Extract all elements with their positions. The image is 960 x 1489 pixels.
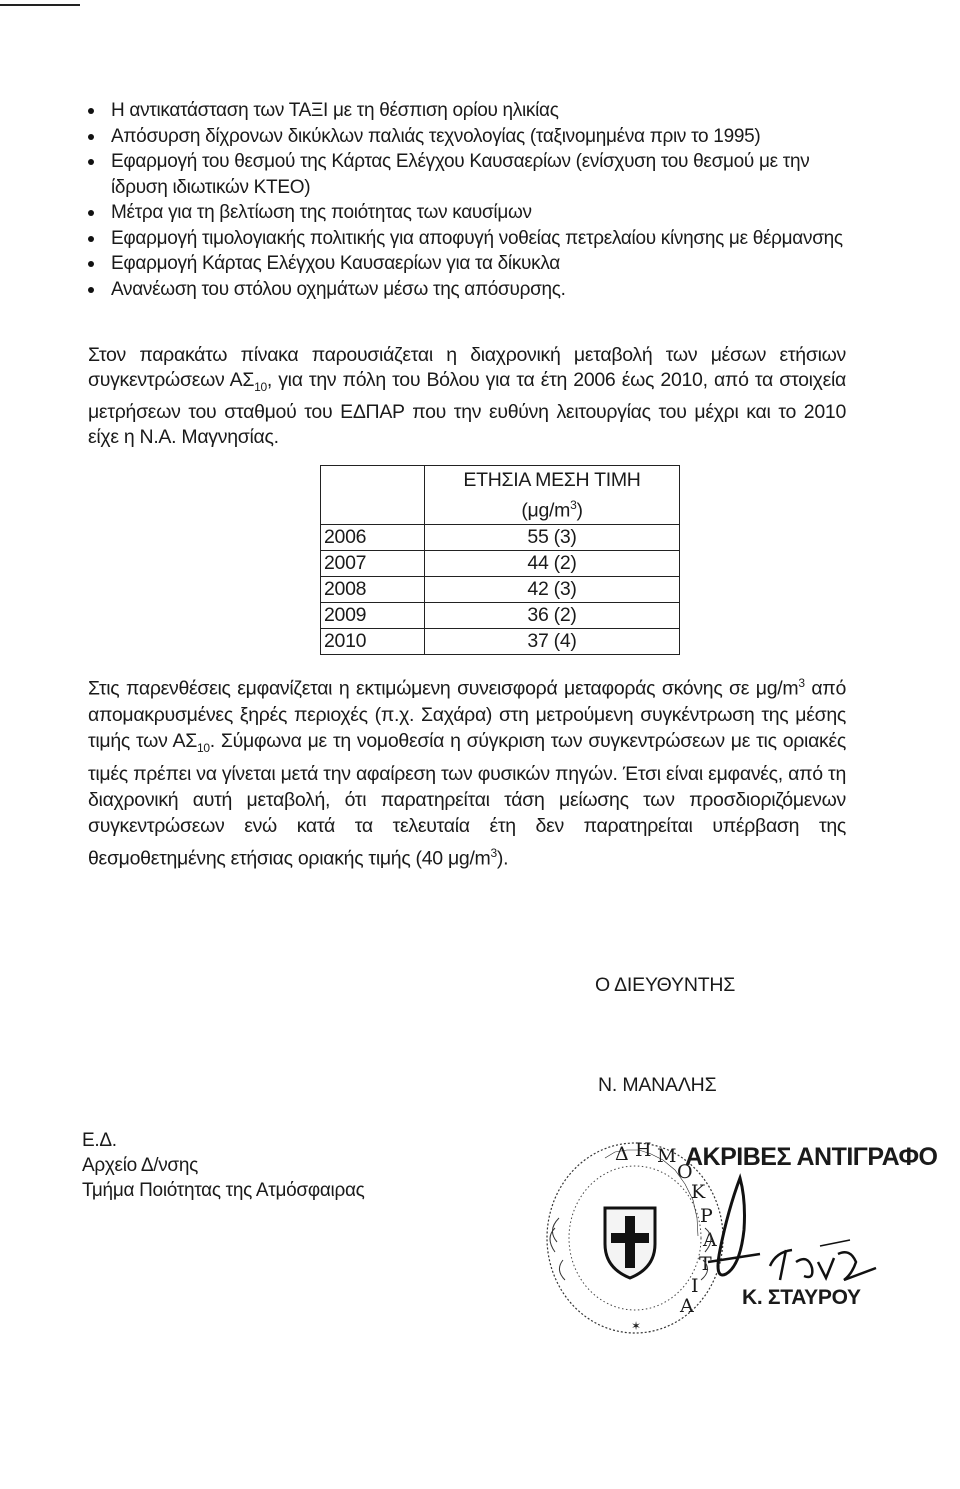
svg-text:✶: ✶ (631, 1319, 642, 1333)
list-item: Εφαρμογή του θεσμού της Κάρτας Ελέγχου Καυσαερίων (ενίσχυση του θεσμού με την ίδρυση ιδιωτικών ΚΤΕΟ) (88, 149, 858, 200)
intro-paragraph: Στον παρακάτω πίνακα παρουσιάζεται η διαχρονική μεταβολή των μέσων ετήσιων συγκεντρώσεων $A\Sigma_{10}$, για την πόλη του Βόλου για τα έτη 2006 έως 2010, από τα στοιχεία μετρήσεων του σταθμού του ΕΔΠΑΡ που την ευθύνη λειτουργίας του μέχρι και το 2010 είχε η Ν.Α. Μαγνησίας. (88, 344, 846, 448)
distribution-item: Τμήμα Ποιότητας της Ατμόσφαιρας (82, 1180, 365, 1201)
table-row (321, 550, 680, 576)
svg-text:Ο: Ο (677, 1161, 693, 1183)
svg-text:Μ: Μ (657, 1145, 677, 1167)
table-row (321, 524, 680, 550)
svg-text:Ι: Ι (691, 1275, 699, 1297)
distribution-item: Αρχείο Δ/νσης (82, 1155, 198, 1176)
list-item: Ανανέωση του στόλου οχημάτων μέσω της απόσυρσης. (88, 277, 858, 303)
value-cell: 44 (2) (425, 550, 680, 576)
svg-text:Ρ: Ρ (700, 1205, 713, 1227)
table-row (321, 576, 680, 602)
column-header: ΕΤΗΣΙΑ ΜΕΣΗ ΤΙΜΗ $(\mu g/m^3)$ (425, 466, 680, 525)
measures-list (88, 98, 858, 302)
certified-copy-name: Κ. ΣΤΑΥΡΟΥ (742, 1286, 861, 1309)
year-cell: 2006 (321, 524, 425, 550)
svg-text:Η: Η (635, 1139, 652, 1161)
certified-copy-mark: ΑΚΡΙΒΕΣ ΑΝΤΙΓΡΑΦΟ (685, 1143, 938, 1171)
distribution-list (82, 1128, 365, 1203)
svg-text:Τ: Τ (699, 1253, 712, 1275)
list-item: Μέτρα για τη βελτίωση της ποιότητας των καυσίμων (88, 200, 858, 226)
value-cell: 37 (4) (425, 628, 680, 654)
table-row (321, 602, 680, 628)
list-item: Εφαρμογή Κάρτας Ελέγχου Καυσαερίων για τα δίκυκλα (88, 251, 858, 277)
svg-text:Α: Α (703, 1229, 717, 1251)
top-rule (0, 4, 80, 6)
value-cell: 36 (2) (425, 602, 680, 628)
value-cell: 42 (3) (425, 576, 680, 602)
annual-mean-table (320, 465, 680, 655)
year-cell: 2009 (321, 602, 425, 628)
notes-paragraph: Στις παρενθέσεις εμφανίζεται η εκτιμώμενη συνεισφορά μεταφοράς σκόνης σε $\mu g/m^3$ από απομακρυσμένες ξηρές περιοχές (π.χ. Σαχάρα) στη μετρούμενη συγκέντρωση της μέσης τιμής των $A\Sigma_{10}$. Σύμφωνα με τη νομοθεσία η σύγκριση των συγκεντρώσεων με τις οριακές τιμές πρέπει να γίνεται μετά την αφαίρεση των φυσικών πηγών. Έτσι είναι εμφανές, από τη διαχρονική αυτή μεταβολή, ότι παρατηρείται τάση μείωσης των προσδιοριζόμενων συγκεντρώσεων ενώ κατά τα τελευταία έτη δεν παρατηρείται υπέρβαση της θεσμοθετημένης ετήσιας οριακής τιμής (40 $\mu g/m^3$). (88, 676, 847, 870)
value-cell: 55 (3) (425, 524, 680, 550)
table-row (321, 628, 680, 654)
list-item: Η αντικατάσταση των ΤΑΞΙ με τη θέσπιση ορίου ηλικίας (88, 98, 858, 124)
year-cell: 2010 (321, 628, 425, 654)
list-item: Εφαρμογή τιμολογιακής πολιτικής για αποφυγή νοθείας πετρελαίου κίνησης με θέρμανσης (88, 226, 858, 252)
svg-text:Δ: Δ (615, 1143, 629, 1165)
distribution-item: Ε.Δ. (82, 1130, 117, 1151)
table-header-row (321, 466, 680, 525)
svg-text:Κ: Κ (691, 1181, 706, 1203)
signatory-name: Ν. ΜΑΝΑΛΗΣ (598, 1074, 717, 1096)
list-item: Απόσυρση δίχρονων δικύκλων παλιάς τεχνολογίας (ταξινομημένα πριν το 1995) (88, 124, 858, 150)
year-cell: 2008 (321, 576, 425, 602)
year-cell: 2007 (321, 550, 425, 576)
signatory-title: Ο ΔΙΕΥΘΥΝΤΗΣ (595, 974, 736, 996)
svg-text:Α: Α (680, 1295, 694, 1317)
